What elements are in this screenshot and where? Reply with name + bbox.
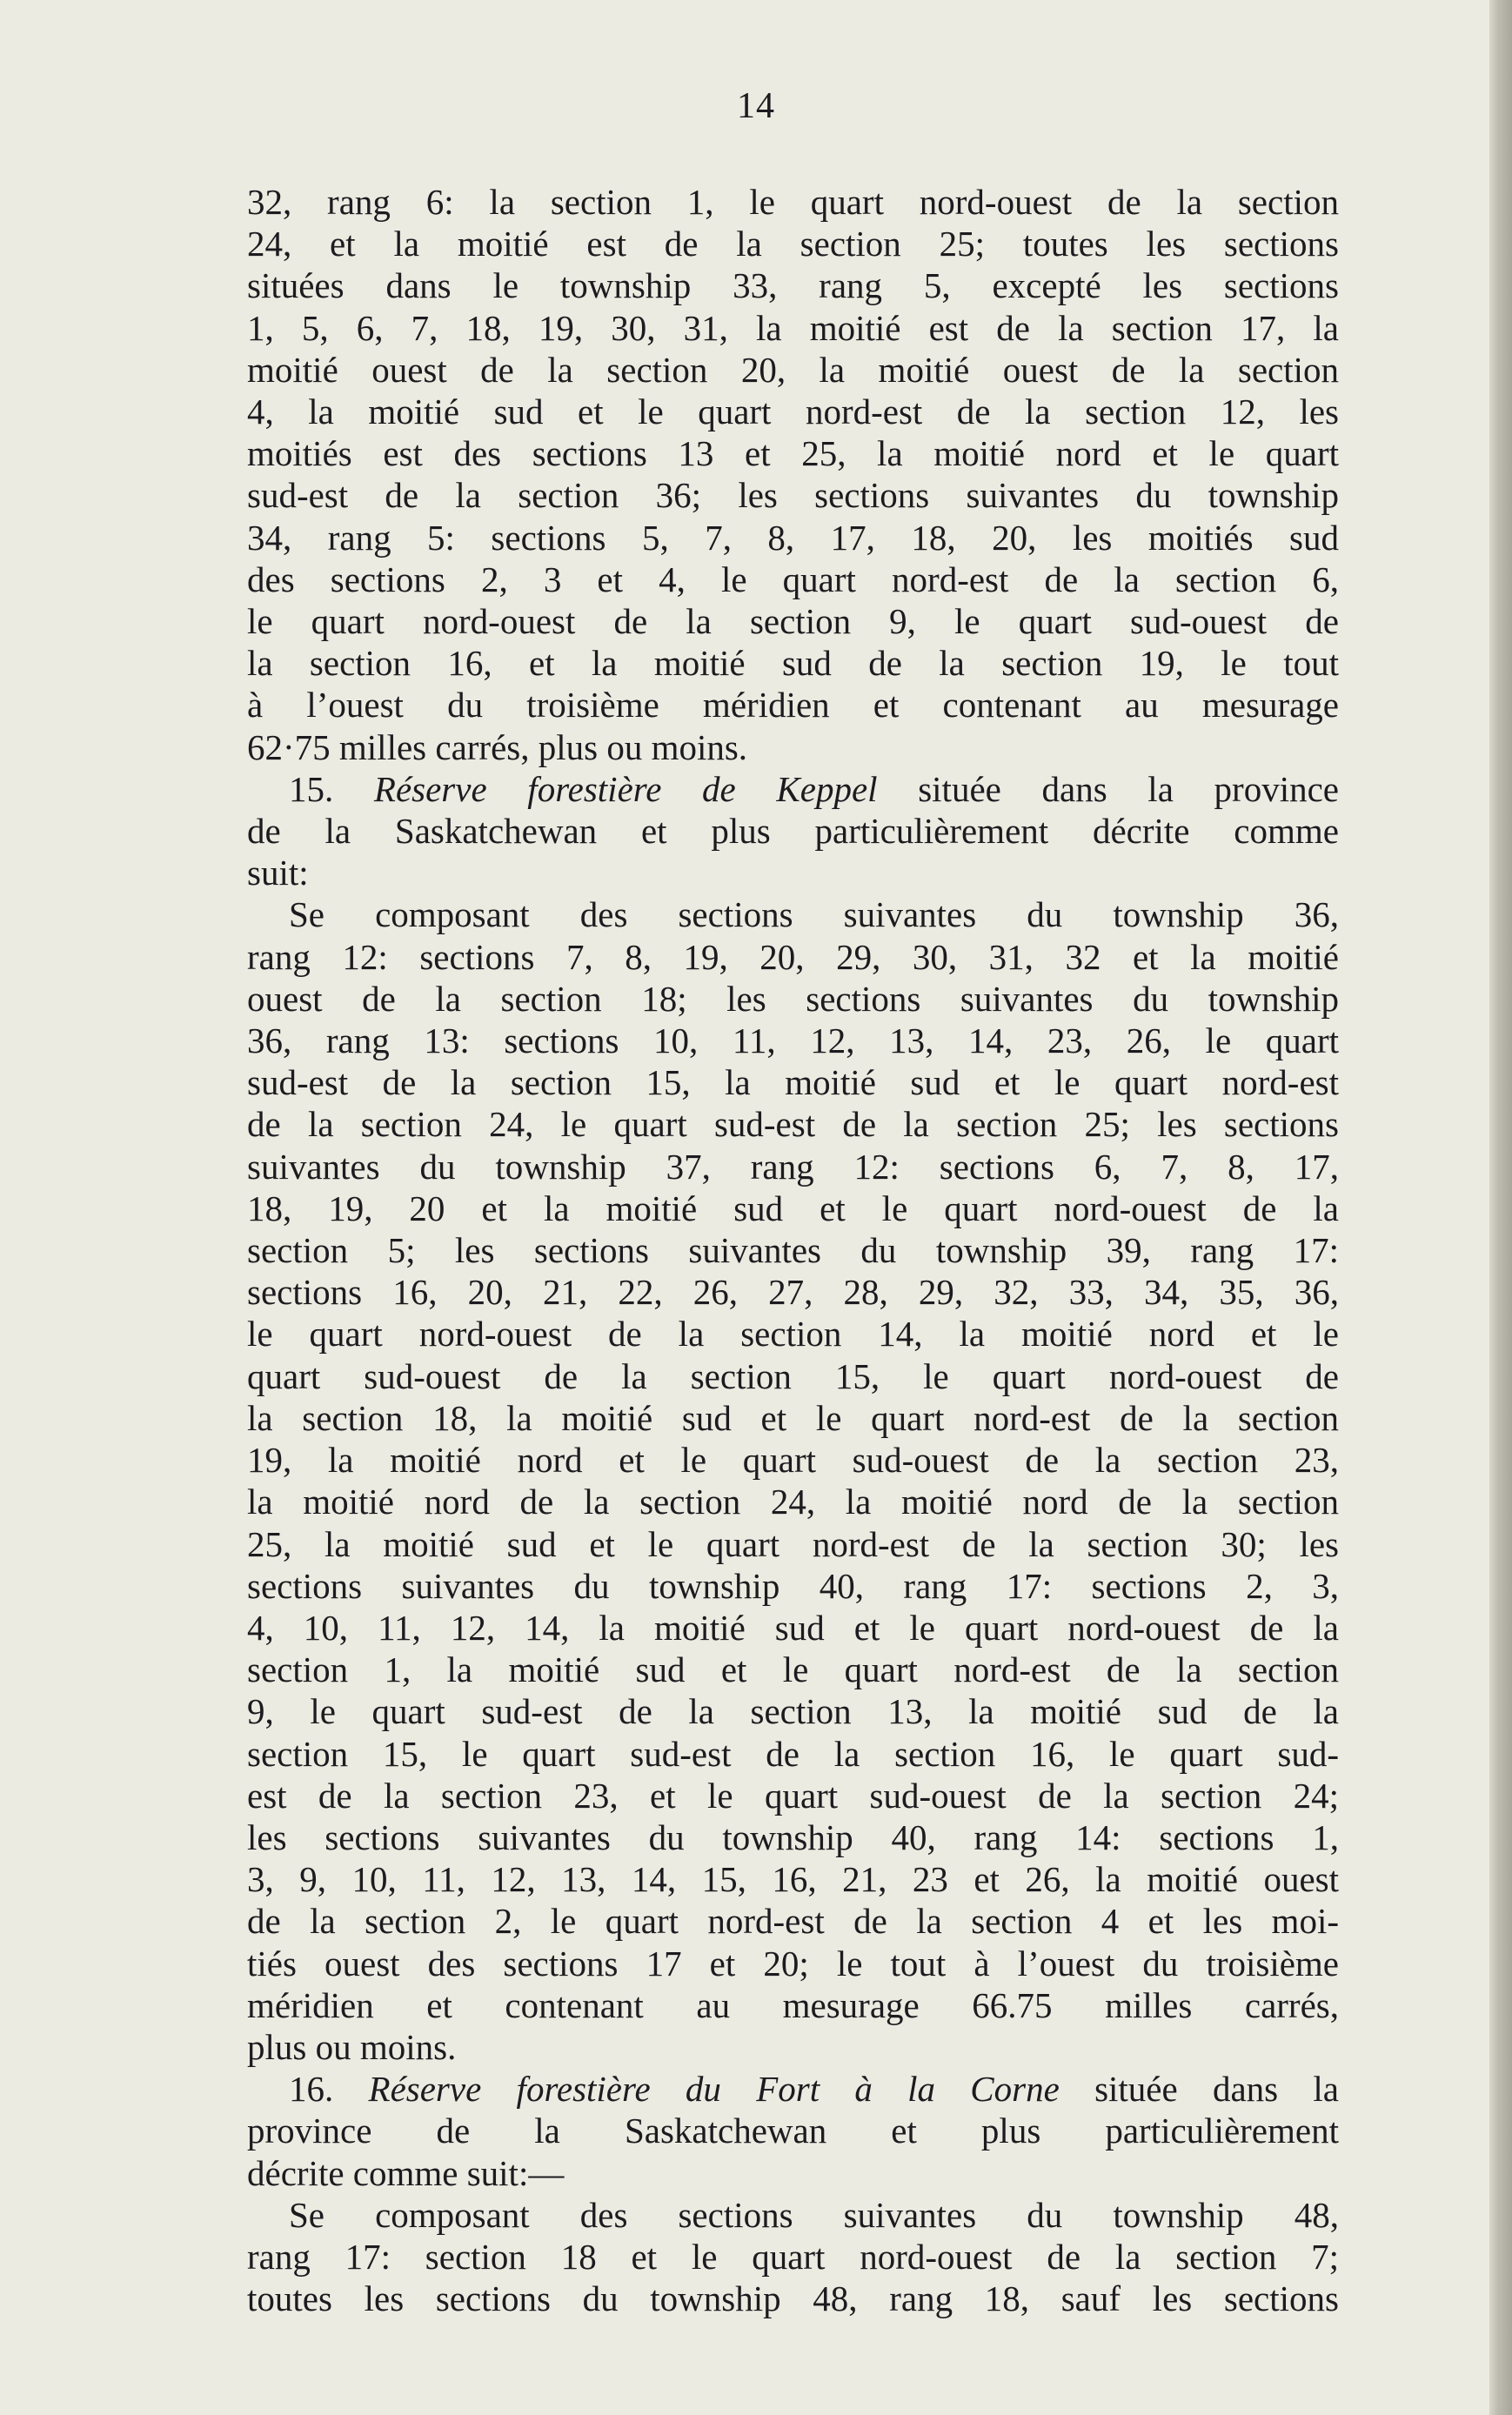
text-line: tiés ouest des sections 17 et 20; le tout à l’ouest du troisième [247,1943,1339,1984]
text-line: 62·75 milles carrés, plus ou moins. [247,726,748,767]
text-line: 25, la moitié sud et le quart nord-est de la section 30; les [247,1523,1339,1564]
text-line: ouest de la section 18; les sections suivantes du township [247,978,1339,1019]
text-line: la section 18, la moitié sud et le quart nord-est de la section [247,1397,1339,1438]
text-line: 4, la moitié sud et le quart nord-est de la section 12, les [247,391,1339,432]
text-line: rang 17: section 18 et le quart nord-ouest de la section 7; [247,2236,1339,2277]
section-number: 16. [289,2069,369,2110]
text-line: 1, 5, 6, 7, 18, 19, 30, 31, la moitié est de la section 17, la [247,307,1339,348]
text-line: 4, 10, 11, 12, 14, la moitié sud et le quart nord-ouest de la [247,1607,1339,1648]
text-line: le quart nord-ouest de la section 14, la moitié nord et le [247,1314,1339,1355]
section-heading-15 [247,768,1339,810]
text-line: sections 16, 20, 21, 22, 26, 27, 28, 29, 32, 33, 34, 35, 36, [247,1272,1339,1313]
text-line: rang 12: sections 7, 8, 19, 20, 29, 30, 31, 32 et la moitié [247,936,1339,977]
text-line: décrite comme suit:— [247,2152,565,2193]
text-line: toutes les sections du township 48, rang 18, sauf les sections [247,2278,1339,2319]
text-line: sections suivantes du township 40, rang 17: sections 2, 3, [247,1565,1339,1606]
text-line: le quart nord-ouest de la section 9, le quart sud-ouest de [247,601,1339,642]
reserve-name: Réserve forestière du Fort à la Corne [368,2069,1060,2110]
text-line: Se composant des sections suivantes du township 36, [289,894,1339,935]
text-line: 18, 19, 20 et la moitié sud et le quart nord-ouest de la [247,1187,1339,1228]
text-line: 34, rang 5: sections 5, 7, 8, 17, 18, 20, les moitiés sud [247,517,1339,558]
text-line: 9, le quart sud-est de la section 13, la moitié sud de la [247,1691,1339,1732]
text-line: suit: [247,853,309,893]
text-line: la moitié nord de la section 24, la moitié nord de la section [247,1482,1339,1522]
heading-rest: située dans la province [877,768,1339,809]
text-line: de la section 2, le quart nord-est de la section 4 et les moi- [247,1901,1339,1942]
text-line: de la section 24, le quart sud-est de la section 25; les sections [247,1104,1339,1145]
heading-rest: située dans la [1059,2069,1339,2110]
text-line: 24, et la moitié est de la section 25; toutes les sections [247,224,1339,264]
text-line: moitiés est des sections 13 et 25, la moitié nord et le quart [247,433,1339,474]
section-number: 15. [289,768,374,809]
section-heading-16 [247,2068,1339,2110]
text-line: suivantes du township 37, rang 12: sections 6, 7, 8, 17, [247,1146,1339,1187]
text-line: section 5; les sections suivantes du township 39, rang 17: [247,1230,1339,1271]
text-line: moitié ouest de la section 20, la moitié ouest de la section [247,349,1339,390]
text-line: les sections suivantes du township 40, rang 14: sections 1, [247,1816,1339,1857]
page-edge [1489,0,1512,2415]
text-line: à l’ouest du troisième méridien et contenant au mesurage [247,685,1339,726]
text-line: Se composant des sections suivantes du township 48, [289,2194,1339,2235]
text-line: 3, 9, 10, 11, 12, 13, 14, 15, 16, 21, 23 et 26, la moitié ouest [247,1859,1339,1900]
text-line: 19, la moitié nord et le quart sud-ouest de la section 23, [247,1440,1339,1481]
text-line: sud-est de la section 15, la moitié sud et le quart nord-est [247,1062,1339,1103]
page-number: 14 [737,86,775,126]
text-line: sud-est de la section 36; les sections suivantes du township [247,475,1339,516]
text-line: province de la Saskatchewan et plus particulièrement [247,2111,1339,2151]
reserve-name: Réserve forestière de Keppel [373,768,878,809]
text-line: situées dans le township 33, rang 5, excepté les sections [247,265,1339,306]
text-line: des sections 2, 3 et 4, le quart nord-est de la section 6, [247,559,1339,599]
text-line: 36, rang 13: sections 10, 11, 12, 13, 14, 23, 26, le quart [247,1020,1339,1061]
text-line: 32, rang 6: la section 1, le quart nord-ouest de la section [247,182,1339,222]
text-line: plus ou moins. [247,2026,457,2067]
body-text [247,181,1339,2319]
text-line: de la Saskatchewan et plus particulièrement décrite comme [247,811,1339,852]
text-line: méridien et contenant au mesurage 66.75 milles carrés, [247,1984,1339,2025]
text-line: est de la section 23, et le quart sud-ouest de la section 24; [247,1775,1339,1816]
text-line: section 1, la moitié sud et le quart nord-est de la section [247,1649,1339,1690]
text-line: section 15, le quart sud-est de la section 16, le quart sud- [247,1733,1339,1774]
text-line: la section 16, et la moitié sud de la section 19, le tout [247,643,1339,684]
text-line: quart sud-ouest de la section 15, le quart nord-ouest de [247,1355,1339,1396]
